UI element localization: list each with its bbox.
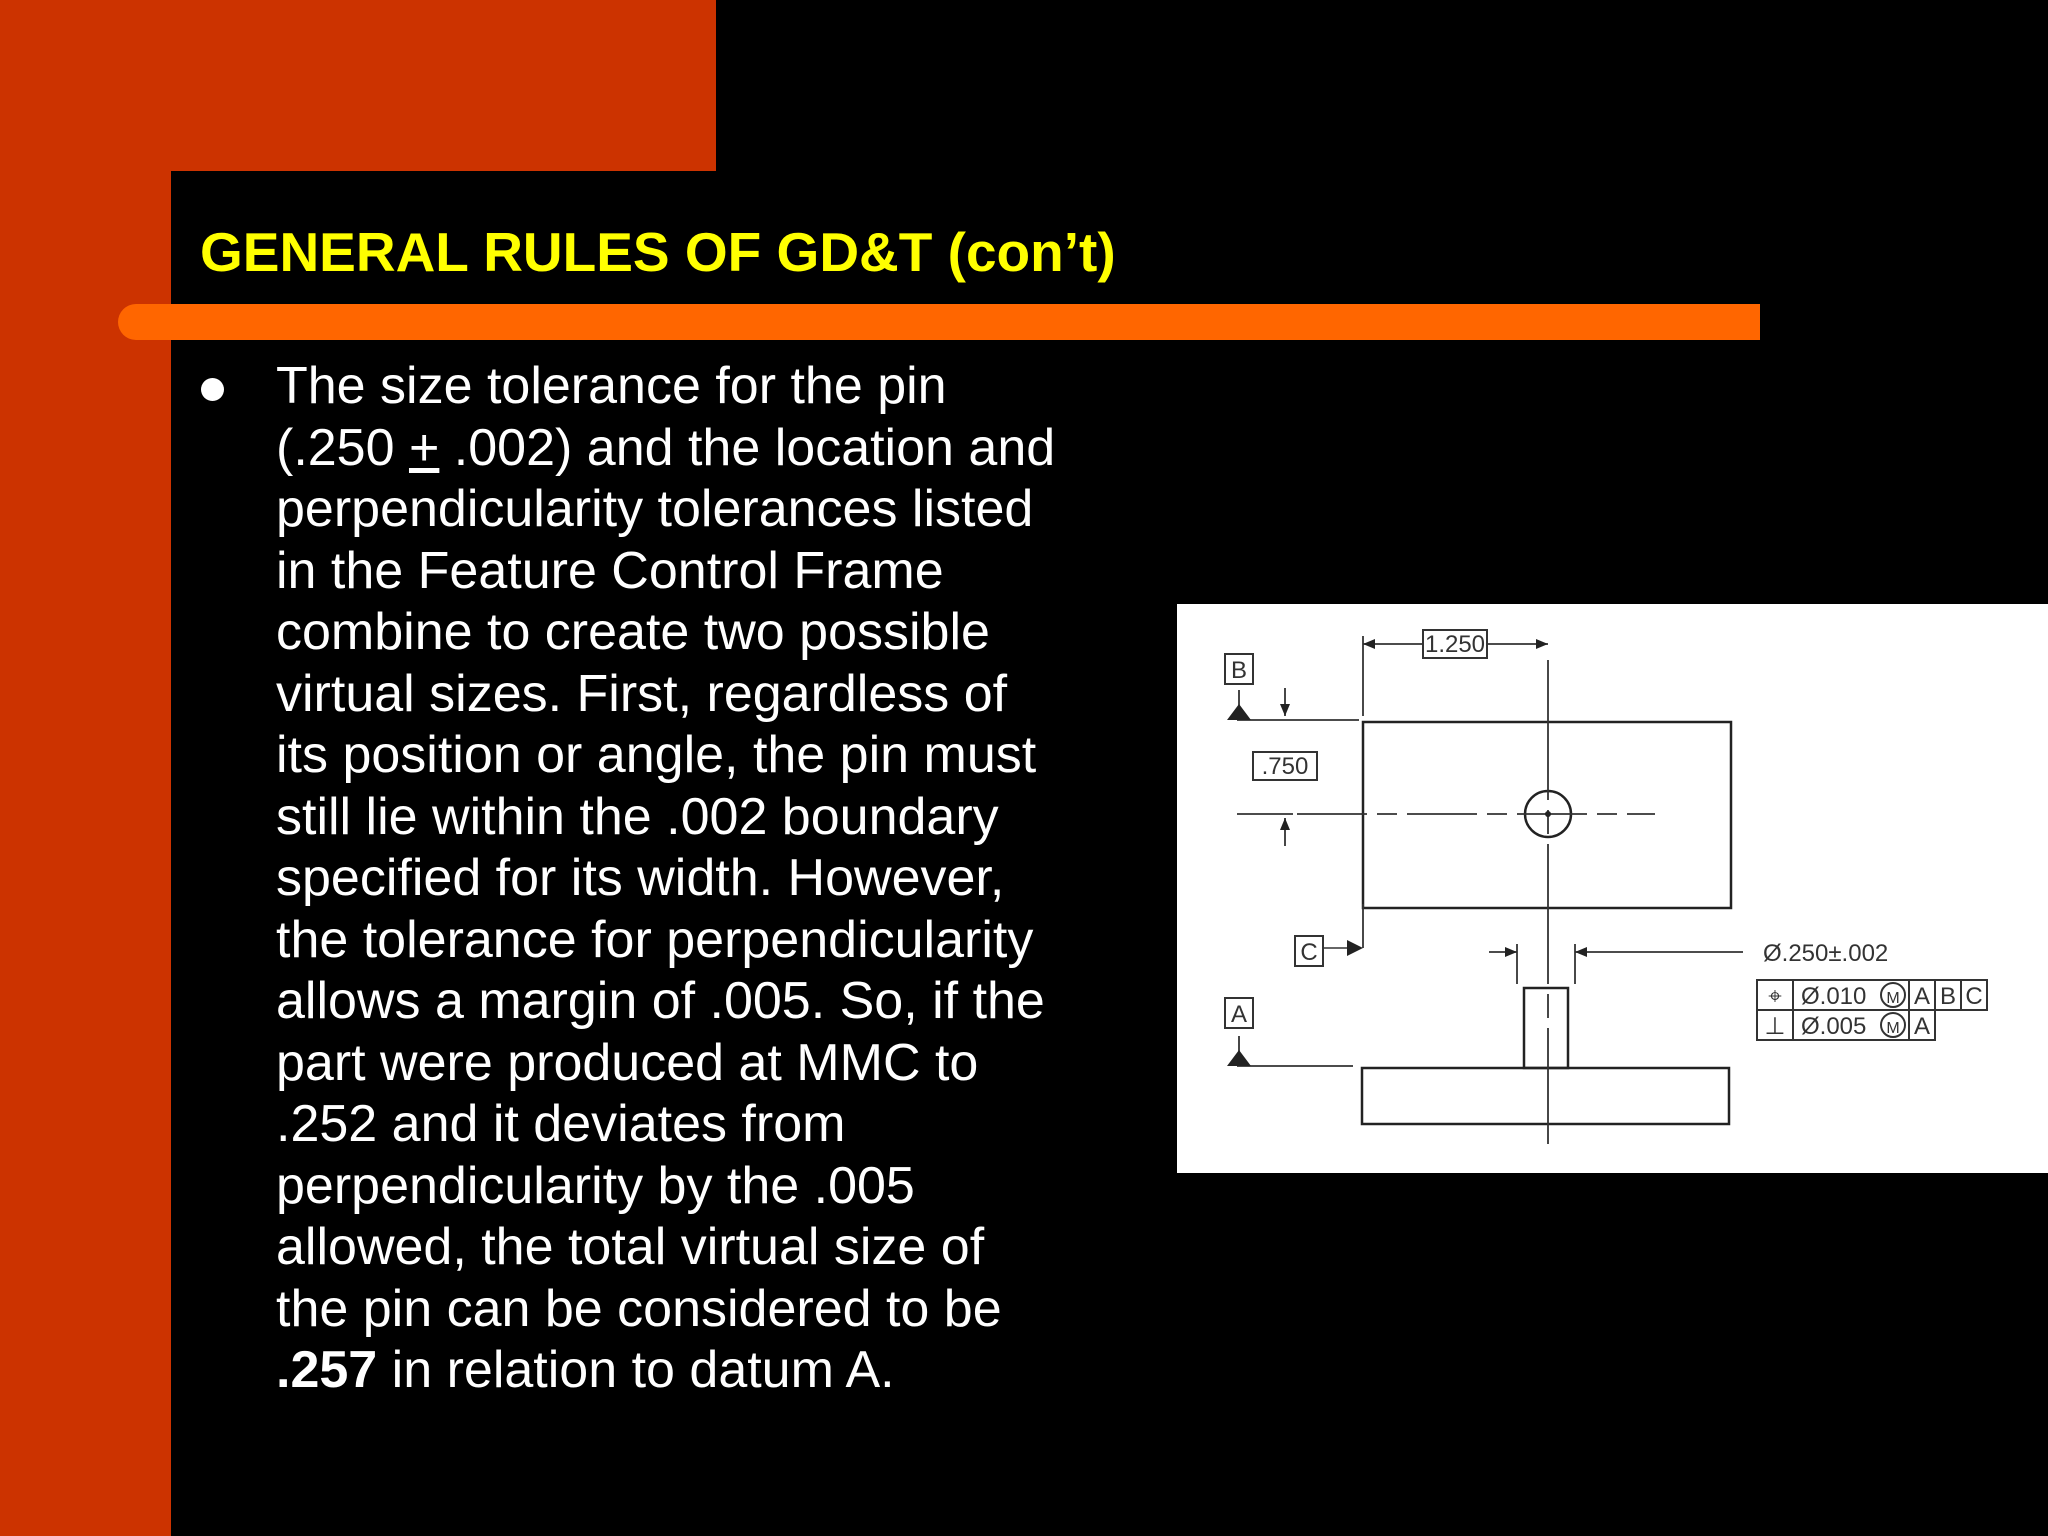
- fcf-modifier: M: [1886, 990, 1900, 1007]
- datum-c-label: C: [1300, 939, 1318, 966]
- bullet-paragraph: [276, 356, 1156, 1402]
- datum-a-triangle: [1227, 1050, 1251, 1066]
- bullet-line: combine to create two possible: [276, 603, 990, 661]
- fcf-datum: B: [1939, 983, 1957, 1010]
- perpendicularity-symbol-icon: ⊥: [1764, 1013, 1786, 1040]
- bullet-line: specified for its width. However,: [276, 849, 1005, 907]
- fcf-datum: A: [1913, 983, 1931, 1010]
- red-top-band: [0, 0, 716, 171]
- bullet-line: [276, 418, 1156, 480]
- dim-arrow: [1575, 947, 1587, 957]
- slide-title: GENERAL RULES OF GD&T (con’t): [200, 221, 1116, 283]
- dim-label-vertical: .750: [1261, 753, 1309, 780]
- bullet-line: [276, 1340, 1156, 1402]
- bullet-line: still lie within the .002 boundary: [276, 787, 999, 846]
- dim-arrow: [1280, 818, 1290, 830]
- bullet-fragment: in relation to datum A.: [377, 1341, 895, 1399]
- drawing-svg: [1177, 604, 2048, 1173]
- pin-side-view: [1524, 988, 1568, 1068]
- title-underline-bar: [118, 304, 1760, 340]
- fcf-tolerance: Ø.005: [1801, 1013, 1867, 1040]
- plus-minus-symbol: +: [408, 418, 440, 477]
- bullet-line: perpendicularity by the .005: [276, 1156, 915, 1215]
- dim-arrow: [1363, 639, 1375, 649]
- bullet-line: part were produced at MMC to: [276, 1033, 979, 1092]
- dim-label-horizontal: 1.250: [1424, 631, 1486, 658]
- pin-size-label: Ø.250±.002: [1763, 940, 1889, 967]
- bullet-line: in the Feature Control Frame: [276, 541, 944, 600]
- bullet-line: perpendicularity tolerances listed: [276, 480, 1034, 538]
- dim-arrow: [1280, 704, 1290, 716]
- hole-center-dot: [1545, 811, 1551, 817]
- base-side-view: [1362, 1068, 1729, 1124]
- dim-arrow: [1505, 947, 1517, 957]
- bullet-line: its position or angle, the pin must: [276, 726, 1037, 784]
- dim-arrow: [1536, 639, 1548, 649]
- gdt-engineering-drawing: [1177, 604, 2048, 1173]
- datum-b-label: B: [1230, 657, 1248, 684]
- bullet-line: virtual sizes. First, regardless of: [276, 664, 1008, 723]
- bullet-fragment: .002) and the location and: [439, 418, 1056, 477]
- datum-b-triangle: [1227, 704, 1251, 720]
- bullet-line: allowed, the total virtual size of: [276, 1218, 985, 1276]
- bullet-marker: [201, 378, 224, 401]
- bullet-line: allows a margin of .005. So, if the: [276, 972, 1045, 1030]
- datum-a-label: A: [1230, 1001, 1248, 1028]
- fcf-datum: C: [1965, 983, 1983, 1010]
- bullet-line: The size tolerance for the pin: [276, 357, 947, 415]
- fcf-datum: A: [1913, 1013, 1931, 1040]
- position-symbol-icon: ⌖: [1768, 983, 1782, 1010]
- fcf-tolerance: Ø.010: [1801, 983, 1867, 1010]
- datum-c-triangle: [1347, 940, 1363, 956]
- red-side-band: [0, 0, 171, 1536]
- bullet-line: the pin can be considered to be: [276, 1279, 1002, 1338]
- bullet-line: the tolerance for perpendicularity: [276, 910, 1034, 969]
- bullet-fragment: (.250: [276, 418, 409, 477]
- fcf-modifier: M: [1886, 1020, 1900, 1037]
- bullet-line: .252 and it deviates from: [276, 1095, 846, 1153]
- virtual-size-value: .257: [276, 1341, 378, 1399]
